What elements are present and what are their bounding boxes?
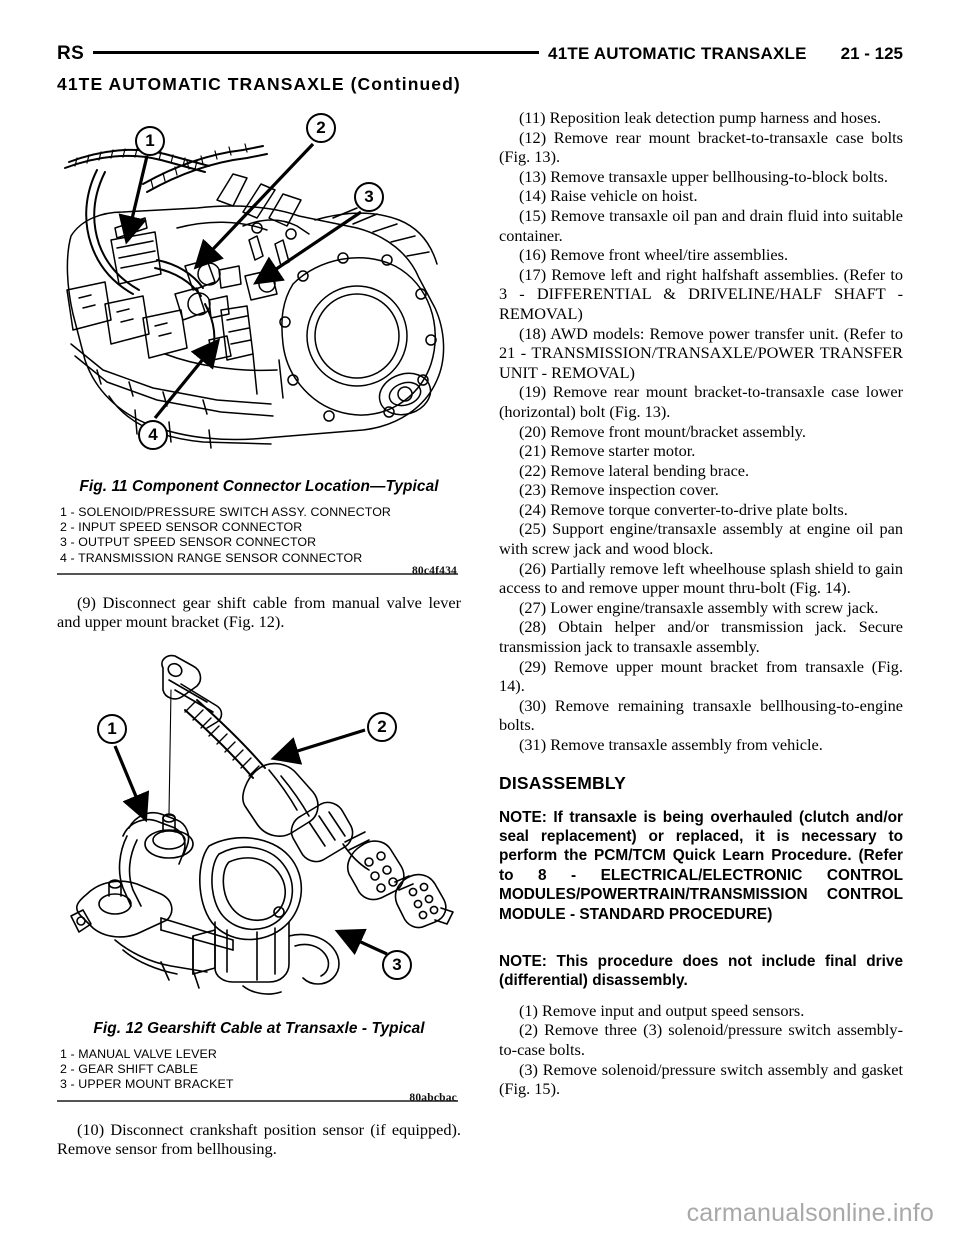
section-continued-title: 41TE AUTOMATIC TRANSAXLE (Continued) <box>57 74 461 94</box>
figure-11-callout-1: 1 <box>135 126 165 156</box>
step-paragraph: (11) Reposition leak detection pump harness and hoses. <box>519 108 882 127</box>
figure-12-leader-lines <box>57 650 461 1002</box>
step-paragraph: (19) Remove rear mount bracket-to-transaxle case lower (horizontal) bolt (Fig. 13). <box>499 382 903 421</box>
step-paragraph: (23) Remove inspection cover. <box>519 480 719 500</box>
figure-12-legend-item: 3 - UPPER MOUNT BRACKET <box>60 1077 234 1092</box>
figure-11-callout-4: 4 <box>138 420 168 450</box>
step-paragraph: (14) Raise vehicle on hoist. <box>519 186 698 206</box>
figure-11-artwork <box>57 108 461 460</box>
figure-12-legend-item: 2 - GEAR SHIFT CABLE <box>60 1062 199 1077</box>
figure-11-legend-item: 3 - OUTPUT SPEED SENSOR CONNECTOR <box>60 535 317 550</box>
note-final-drive: NOTE: This procedure does not include final drive (differential) disassembly. <box>499 953 903 990</box>
figure-11-callout-3: 3 <box>354 182 384 212</box>
figure-11-divider <box>57 573 458 575</box>
disassembly-step-paragraph: (2) Remove three (3) solenoid/pressure switch assembly-to-case bolts. <box>499 1020 903 1060</box>
step-paragraph: (27) Lower engine/transaxle assembly with screw jack. <box>519 597 879 617</box>
header-left-code: RS <box>57 43 85 64</box>
step-paragraph: (15) Remove transaxle oil pan and drain fluid into suitable container. <box>499 205 903 245</box>
disassembly-step-paragraph: (1) Remove input and output speed sensors. <box>519 1000 805 1020</box>
step-paragraph: (17) Remove left and right halfshaft assemblies. (Refer to 3 - DIFFERENTIAL & DRIVELINE/HALF SHAFT - REMOVAL) <box>499 264 903 323</box>
figure-12-legend <box>57 1047 461 1093</box>
left-column <box>57 108 461 1159</box>
watermark: carmanualsonline.info <box>686 1199 934 1227</box>
figure-11-code: 80c4f434 <box>411 564 457 577</box>
figure-12-legend-item: 1 - MANUAL VALVE LEVER <box>60 1047 217 1061</box>
page-header <box>57 40 903 68</box>
figure-12-callout-2: 2 <box>367 712 397 742</box>
figure-11-legend <box>57 505 461 566</box>
step-paragraph: (13) Remove transaxle upper bellhousing-to-block bolts. <box>519 166 888 186</box>
page-number: 21 - 125 <box>840 44 903 63</box>
step-paragraph: (20) Remove front mount/bracket assembly. <box>519 421 806 441</box>
figure-12-callout-1: 1 <box>97 714 127 744</box>
figure-12-callout-3: 3 <box>382 950 412 980</box>
figure-11-callout-2: 2 <box>306 113 336 143</box>
right-column <box>499 108 903 1099</box>
disassembly-step-paragraph: (3) Remove solenoid/pressure switch assembly and gasket (Fig. 15). <box>499 1059 903 1099</box>
figure-12-divider <box>57 1100 458 1102</box>
figure-12 <box>57 650 461 1102</box>
figure-12-code: 80abcbac <box>409 1091 457 1104</box>
step-paragraph: (21) Remove starter motor. <box>519 441 696 461</box>
step-paragraph: (29) Remove upper mount bracket from transaxle (Fig. 14). <box>499 656 903 696</box>
step-paragraph: (25) Support engine/transaxle assembly at engine oil pan with screw jack and wood block. <box>499 519 903 559</box>
step-10-paragraph: (10) Disconnect crankshaft position sensor (if equipped). Remove sensor from bellhousing. <box>57 1119 461 1159</box>
figure-11-leader-lines <box>57 108 461 460</box>
step-9-paragraph: (9) Disconnect gear shift cable from manual valve lever and upper mount bracket (Fig. 12). <box>57 592 461 632</box>
step-paragraph: (30) Remove remaining transaxle bellhousing-to-engine bolts. <box>499 695 903 735</box>
figure-11-legend-item: 4 - TRANSMISSION RANGE SENSOR CONNECTOR <box>60 550 363 565</box>
figure-11-caption: Fig. 11 Component Connector Location—Typical <box>79 478 439 495</box>
step-paragraph: (18) AWD models: Remove power transfer unit. (Refer to 21 - TRANSMISSION/TRANSAXLE/POWER TRANSFER UNIT - REMOVAL) <box>499 323 903 382</box>
step-paragraph: (28) Obtain helper and/or transmission jack. Secure transmission jack to transaxle assembly. <box>499 617 903 657</box>
header-title: 41TE AUTOMATIC TRANSAXLE <box>548 44 807 63</box>
figure-11-legend-item: 2 - INPUT SPEED SENSOR CONNECTOR <box>60 520 303 535</box>
step-paragraph: (24) Remove torque converter-to-drive plate bolts. <box>519 499 848 519</box>
figure-12-caption: Fig. 12 Gearshift Cable at Transaxle - Typical <box>93 1020 425 1037</box>
step-paragraph: (22) Remove lateral bending brace. <box>519 460 750 480</box>
step-paragraph: (31) Remove transaxle assembly from vehicle. <box>519 735 823 754</box>
disassembly-heading: DISASSEMBLY <box>499 772 626 793</box>
note-quick-learn: NOTE: If transaxle is being overhauled (clutch and/or seal replacement) or replaced, it is necessary to perform the PCM/TCM Quick Learn Procedure. (Refer to 8 - ELECTRICAL/ELECTRONIC CONTROL MODULES/POWERTRAIN/TRANSMISSION CONTROL MODULE - STANDARD PROCEDURE) <box>499 808 903 923</box>
step-paragraph: (12) Remove rear mount bracket-to-transaxle case bolts (Fig. 13). <box>499 127 903 167</box>
header-rule <box>93 51 539 54</box>
step-paragraph: (26) Partially remove left wheelhouse splash shield to gain access to and remove upper mount thru-bolt (Fig. 14). <box>499 558 903 598</box>
step-paragraph: (16) Remove front wheel/tire assemblies. <box>519 245 789 265</box>
figure-11 <box>57 108 461 575</box>
figure-12-artwork <box>57 650 461 1002</box>
figure-11-legend-item: 1 - SOLENOID/PRESSURE SWITCH ASSY. CONNECTOR <box>60 505 391 519</box>
